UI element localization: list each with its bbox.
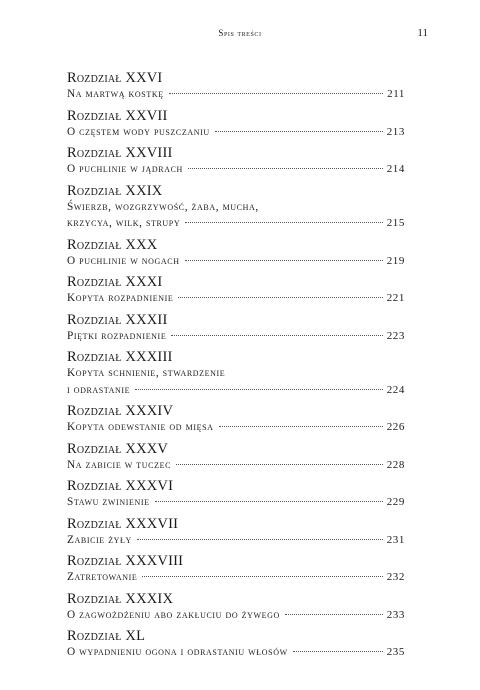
chapter-title: O puchlinie w jądrach xyxy=(67,163,183,175)
dot-leader xyxy=(293,651,383,652)
chapter-label: Rozdział XXVIII xyxy=(67,145,173,161)
dot-leader xyxy=(135,389,383,390)
page-reference: 211 xyxy=(387,88,405,100)
chapter-title-line xyxy=(67,253,405,270)
toc-entry xyxy=(67,349,405,398)
toc-entry xyxy=(67,312,405,345)
chapter-title: O częstem wody puszczaniu xyxy=(67,125,210,138)
page-header xyxy=(0,28,480,48)
chapter-title: O puchlinie w nogach xyxy=(67,254,180,267)
page-number: 11 xyxy=(417,27,428,39)
page-reference: 215 xyxy=(386,217,405,229)
chapter-title-line xyxy=(67,124,405,141)
chapter-title: Kopyta odewstanie od mięsa xyxy=(67,421,214,433)
page-reference: 235 xyxy=(386,646,405,658)
chapter-title: Świerzb, wozgrzywość, żaba, mucha, xyxy=(67,200,259,213)
dot-leader xyxy=(219,426,383,427)
toc-entry xyxy=(67,403,405,436)
chapter-label: Rozdział XXXII xyxy=(67,311,168,328)
toc-entry xyxy=(67,70,405,103)
chapter-title-line xyxy=(67,494,405,511)
chapter-label: Rozdział XXXI xyxy=(67,274,163,290)
chapter-title: Kopyta rozpadnienie xyxy=(67,292,174,304)
page-reference: 229 xyxy=(386,496,405,508)
toc-entry xyxy=(67,591,405,624)
toc-entry xyxy=(67,553,405,586)
chapter-title: Na zabicie w tuczec xyxy=(67,458,172,471)
page-reference: 228 xyxy=(386,458,405,471)
chapter-title-line xyxy=(67,569,405,586)
dot-leader xyxy=(215,131,383,132)
toc-entry xyxy=(67,183,405,232)
chapter-title-line xyxy=(67,199,405,216)
chapter-title-line xyxy=(67,161,405,178)
chapter-label: Rozdział XXXV xyxy=(67,440,169,457)
dot-leader xyxy=(185,260,383,261)
chapter-title-line xyxy=(67,86,405,103)
chapter-title-line xyxy=(67,365,405,382)
dot-leader xyxy=(169,93,383,94)
chapter-label: Rozdział XXVI xyxy=(67,70,163,86)
chapter-title: O zagwożdżeniu abo zakłuciu do żywego xyxy=(67,608,280,621)
toc-entry xyxy=(67,108,405,141)
chapter-title: Stawu zwinienie xyxy=(67,496,150,508)
toc-entry xyxy=(67,145,405,178)
page-reference: 221 xyxy=(386,292,405,304)
running-title: Spis treści xyxy=(218,28,262,38)
chapter-title-line xyxy=(67,382,405,399)
page-reference: 223 xyxy=(386,329,405,342)
chapter-label: Rozdział XXVII xyxy=(67,107,168,124)
chapter-title-line xyxy=(67,607,405,624)
toc-entry xyxy=(67,478,405,511)
chapter-title-line xyxy=(67,419,405,436)
chapter-label: Rozdział XXXIV xyxy=(67,403,174,419)
page-reference: 213 xyxy=(386,125,405,138)
chapter-title: Zatretowanie xyxy=(67,571,138,583)
chapter-title: krzycya, wilk, strupy xyxy=(67,217,181,229)
chapter-label: Rozdział XXXVI xyxy=(67,478,174,494)
page-reference: 231 xyxy=(386,533,405,546)
chapter-label: Rozdział XXIX xyxy=(67,182,163,199)
dot-leader xyxy=(178,297,382,298)
toc-entry xyxy=(67,628,405,661)
chapter-title-line xyxy=(67,644,405,661)
chapter-title-line xyxy=(67,290,405,307)
page-reference: 214 xyxy=(386,163,405,175)
chapter-label: Rozdział XXXIII xyxy=(67,349,173,365)
chapter-label: Rozdział XXXVIII xyxy=(67,553,184,569)
chapter-title-line xyxy=(67,328,405,345)
chapter-title-line xyxy=(67,215,405,232)
page-reference: 224 xyxy=(386,383,405,396)
page-reference: 219 xyxy=(386,254,405,267)
chapter-label: Rozdział XXXVII xyxy=(67,515,179,532)
dot-leader xyxy=(188,168,383,169)
chapter-title: i odrastanie xyxy=(67,383,131,396)
dot-leader xyxy=(171,335,382,336)
chapter-title: O wypadnieniu ogona i odrastaniu włosów xyxy=(67,646,288,658)
toc-entry xyxy=(67,516,405,549)
chapter-title-line xyxy=(67,457,405,474)
chapter-label: Rozdział XXX xyxy=(67,236,158,253)
dot-leader xyxy=(137,539,383,540)
page-reference: 233 xyxy=(386,608,405,621)
chapter-title: Kopyta schnienie, stwardzenie xyxy=(67,367,226,379)
dot-leader xyxy=(285,614,383,615)
chapter-title-line xyxy=(67,532,405,549)
table-of-contents xyxy=(67,70,405,666)
page-reference: 232 xyxy=(386,571,405,583)
chapter-title: Piętki rozpadnienie xyxy=(67,329,167,342)
dot-leader xyxy=(185,222,382,223)
chapter-title: Zabicie żyły xyxy=(67,533,132,546)
dot-leader xyxy=(155,501,383,502)
chapter-title: Na martwą kostkę xyxy=(67,88,164,100)
toc-entry xyxy=(67,274,405,307)
dot-leader xyxy=(142,576,382,577)
chapter-label: Rozdział XL xyxy=(67,628,146,644)
toc-entry xyxy=(67,237,405,270)
chapter-label: Rozdział XXXIX xyxy=(67,590,174,607)
dot-leader xyxy=(176,464,383,465)
page-reference: 226 xyxy=(386,421,405,433)
toc-entry xyxy=(67,441,405,474)
